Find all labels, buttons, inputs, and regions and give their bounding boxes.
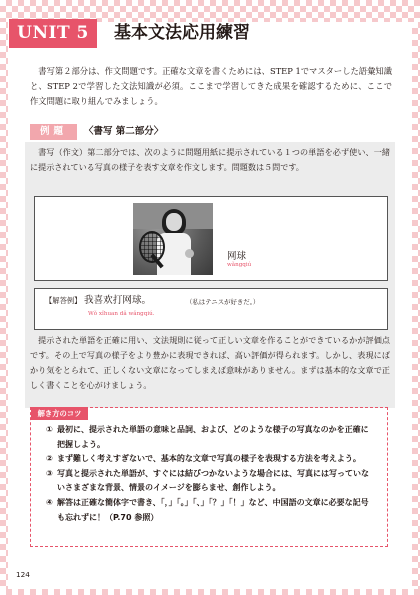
page-number: 124 (16, 570, 30, 579)
tip-text: 写真と提示された単語が、すぐには結びつかないような場合には、写真には写っていないさまざまな背景、情景のイメージを膨らませ、創作しよう。 (57, 468, 369, 493)
explanation-paragraph: 提示された単語を正確に用い、文法規則に従って正しい文章を作ることができているかが評価点です。その上で写真の様子をより豊かに表現できれば、高い評価が得られます。しかし、表現にばかり気をとられて、正しくない文章になってしまえば意味がありません。まずは基本的な文章で正しく書くことを心がけましょう。 (30, 335, 390, 390)
tip-text: 解答は正確な簡体字で書き、「，」「。」「、」「？」「！」など、中国語の文章に必要な記号も忘れずに！（P.70 参照） (57, 497, 369, 522)
answer-sentence: 我喜欢打网球。 (84, 295, 152, 306)
given-word-pinyin: wǎngqiú (227, 262, 252, 268)
tennis-ball (185, 249, 194, 258)
checkered-left-border (0, 22, 8, 595)
answer-translation: （私はテニスが好きだ。） (186, 298, 260, 306)
tip-text: まず難しく考えすぎないで、基本的な文章で写真の様子を表現する方法を考えよう。 (57, 454, 361, 464)
tennis-player-photo (133, 203, 213, 275)
tip-item (46, 423, 376, 452)
unit-badge: UNIT 5 (9, 19, 97, 48)
unit-title: 基本文法応用練習 (114, 23, 250, 43)
question-card (34, 196, 388, 281)
example-title: 〈書写 第二部分〉 (84, 126, 164, 137)
tip-number: ① (46, 425, 53, 434)
tip-number: ③ (46, 468, 53, 478)
answer-label: 【解答例】 (45, 296, 82, 305)
checkered-bottom-border (0, 589, 420, 595)
tip-number: ② (46, 454, 53, 464)
tip-text: 最初に、提示された単語の意味と品詞、および、どのような様子の写真なのかを正確に把握しよう。 (57, 425, 369, 449)
tip-item (46, 452, 376, 467)
example-badge: 例題 (30, 124, 77, 140)
checkered-right-border (412, 22, 420, 595)
answer-pinyin: Wǒ xǐhuan dǎ wǎngqiú. (88, 311, 155, 317)
tip-item (46, 496, 376, 525)
given-word: 网球 (227, 251, 247, 262)
tip-item (46, 467, 376, 496)
intro-paragraph: 書写第２部分は、作文問題です。正確な文章を書くためには、STEP 1でマスターした語彙知識と、STEP 2で学習した文法知識が必須。ここまで学習してきた成果を確認するために、ここで作文問題に取り組んでみましょう。 (30, 66, 392, 106)
tips-label: 解き方のコツ (31, 407, 88, 420)
task-description: 書写（作文）第二部分では、次のように問題用紙に提示されている１つの単語を必ず使い、一緒に提示されている写真の様子を表す文章を作文します。問題数は５問です。 (30, 147, 390, 172)
tip-number: ④ (46, 497, 53, 507)
tips-list (46, 423, 376, 525)
